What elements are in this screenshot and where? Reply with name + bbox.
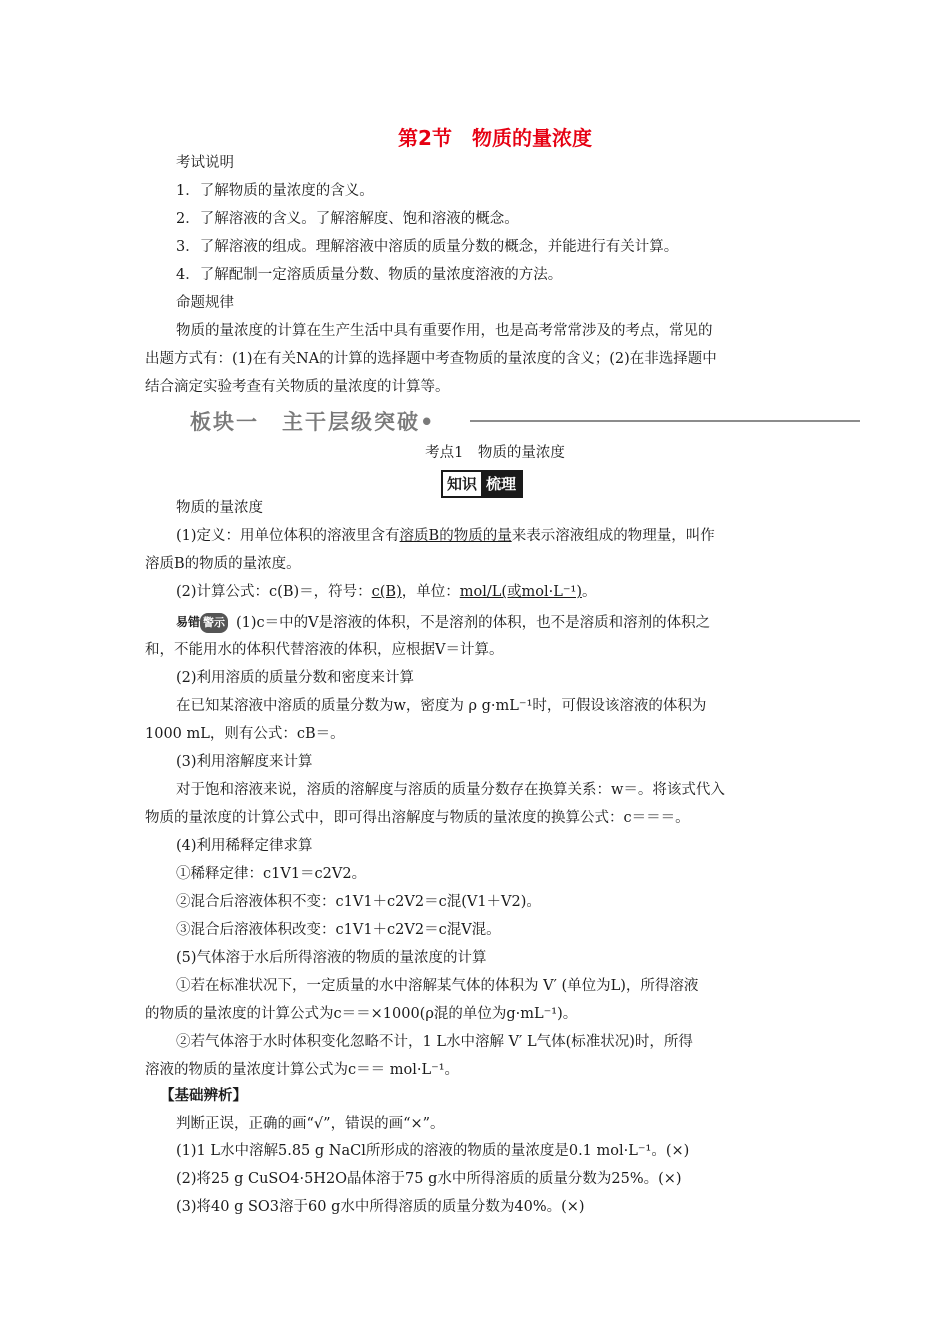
kaodian-heading: 考点1 物质的量浓度 [425, 445, 565, 461]
basic-intro: 判断正误，正确的画“√”，错误的画“×”。 [176, 1116, 445, 1132]
paragraph-line: ①若在标准状况下，一定质量的水中溶解某气体的体积为 V′ (单位为L)，所得溶液 [176, 978, 699, 994]
paragraph-line: 在已知某溶液中溶质的质量分数为w，密度为 ρ g·mL⁻¹时，可假设该溶液的体积为 [176, 698, 707, 714]
warning-badge [176, 612, 228, 633]
paragraph-line: 物质的量浓度的计算公式中，即可得出溶解度与物质的量浓度的换算公式：c＝＝＝。 [145, 810, 690, 826]
subsection-heading: (5)气体溶于水后所得溶液的物质的量浓度的计算 [176, 950, 487, 966]
subsection-heading: (2)利用溶质的质量分数和密度来计算 [176, 670, 415, 686]
topic-heading: 物质的量浓度 [176, 500, 263, 516]
knowledge-badge-left: 知识 [443, 472, 481, 496]
exam-desc-heading: 考试说明 [176, 155, 234, 171]
rule-line: 结合滴定实验考查有关物质的量浓度的计算等。 [145, 379, 450, 395]
definition-text: 来表示溶液组成的物理量，叫作 [511, 528, 715, 544]
warning-line: 和，不能用水的体积代替溶液的体积，应根据V＝计算。 [145, 642, 504, 658]
paragraph-line: 1000 mL，则有公式：cB＝。 [145, 726, 345, 742]
knowledge-badge-right: 梳理 [481, 472, 521, 496]
section-banner-text: 板块一 主干层级突破• [190, 410, 436, 434]
paragraph-line: 对于饱和溶液来说，溶质的溶解度与溶质的质量分数存在换算关系：w＝。将该式代入 [176, 782, 725, 798]
paragraph-line: ②若气体溶于水时体积变化忽略不计，1 L水中溶解 V′ L气体(标准状况)时，所得 [176, 1034, 693, 1050]
paragraph-line: ①稀释定律：c1V1＝c2V2。 [176, 866, 367, 882]
formula-text: ，单位： [401, 584, 460, 600]
paragraph-line: 溶液的物质的量浓度计算公式为c＝＝ mol·L⁻¹。 [145, 1062, 460, 1078]
warning-label: 易错 [176, 615, 201, 629]
exam-desc-item: 4．了解配制一定溶质质量分数、物质的量浓度溶液的方法。 [176, 267, 563, 283]
definition-line: 溶质B的物质的量浓度。 [145, 556, 301, 572]
exam-desc-item: 3．了解溶液的组成。理解溶液中溶质的质量分数的概念，并能进行有关计算。 [176, 239, 679, 255]
basic-item: (3)将40 g SO3溶于60 g水中所得溶质的质量分数为40%。(×) [176, 1199, 585, 1215]
exam-desc-item: 1．了解物质的量浓度的含义。 [176, 183, 374, 199]
formula-line [176, 582, 597, 602]
paragraph-line: 的物质的量浓度的计算公式为c＝＝×1000(ρ混的单位为g·mL⁻¹)。 [145, 1006, 578, 1022]
definition-line [176, 526, 715, 546]
rule-heading: 命题规律 [176, 295, 234, 311]
subsection-heading: (4)利用稀释定律求算 [176, 838, 313, 854]
definition-text: (1)定义：用单位体积的溶液里含有 [176, 528, 400, 544]
paragraph-line: ③混合后溶液体积改变：c1V1＋c2V2＝c混V混。 [176, 922, 501, 938]
section-banner [190, 406, 860, 436]
warning-text: (1)c＝中的V是溶液的体积，不是溶剂的体积，也不是溶质和溶剂的体积之 [236, 615, 711, 631]
rule-line: 出题方式有：(1)在有关NA的计算的选择题中考查物质的量浓度的含义；(2)在非选择题中 [145, 351, 717, 367]
formula-text: (2)计算公式：c(B)＝，符号： [176, 584, 372, 600]
paragraph-line: ②混合后溶液体积不变：c1V1＋c2V2＝c混(V1＋V2)。 [176, 894, 541, 910]
knowledge-badge [441, 470, 523, 498]
basic-item: (2)将25 g CuSO4·5H2O晶体溶于75 g水中所得溶质的质量分数为25%。(×) [176, 1171, 682, 1187]
formula-symbol: c(B) [371, 584, 402, 600]
page-title: 第2节 物质的量浓度 [398, 126, 592, 150]
rule-line: 物质的量浓度的计算在生产生活中具有重要作用，也是高考常常涉及的考点，常见的 [176, 323, 713, 339]
subsection-heading: (3)利用溶解度来计算 [176, 754, 313, 770]
formula-text: 。 [582, 584, 597, 600]
section-banner-rule [470, 420, 860, 422]
warning-icon: 警示 [200, 613, 228, 633]
formula-unit: mol/L(或mol·L⁻¹) [459, 584, 583, 600]
basic-heading: 【基础辨析】 [160, 1087, 247, 1104]
exam-desc-item: 2．了解溶液的含义。了解溶解度、饱和溶液的概念。 [176, 211, 519, 227]
basic-item: (1)1 L水中溶解5.85 g NaCl所形成的溶液的物质的量浓度是0.1 mol·L⁻¹。(×) [176, 1143, 690, 1159]
warning-line [176, 612, 710, 633]
definition-underlined: 溶质B的物质的量 [399, 528, 512, 544]
